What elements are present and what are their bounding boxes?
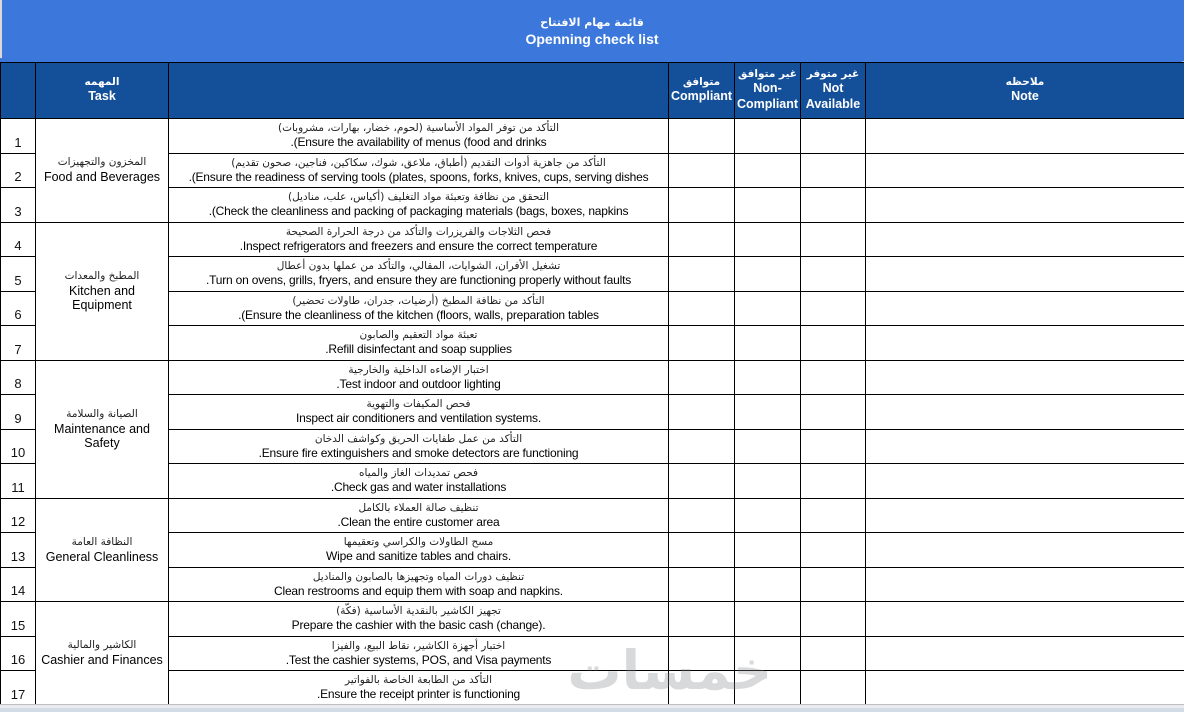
header-description <box>169 63 669 119</box>
row-number: 11 <box>1 464 36 499</box>
header-non-compliant: غير متوافق Non-Compliant <box>735 63 801 119</box>
row-number: 13 <box>1 533 36 568</box>
header-note: ملاحظه Note <box>866 63 1184 119</box>
compliant-cell[interactable] <box>669 602 735 637</box>
note-cell[interactable] <box>866 567 1184 602</box>
task-cell: التأكد من توفر المواد الأساسية (لحوم، خضار، بهارات، مشروبات) .(Ensure the availability of menus (food and drinks <box>169 119 669 154</box>
non-compliant-cell[interactable] <box>735 395 801 430</box>
table-row <box>1 464 1184 499</box>
table-row <box>1 567 1184 602</box>
not-available-cell[interactable] <box>801 429 866 464</box>
category-cell: المخزون والتجهيزات Food and Beverages <box>36 119 169 223</box>
table-row <box>1 188 1184 223</box>
compliant-cell[interactable] <box>669 119 735 154</box>
not-available-cell[interactable] <box>801 533 866 568</box>
note-cell[interactable] <box>866 188 1184 223</box>
table-row <box>1 326 1184 361</box>
task-cell: اختبار الإضاءه الداخلية والخارجية .Test indoor and outdoor lighting <box>169 360 669 395</box>
compliant-cell[interactable] <box>669 257 735 292</box>
row-number: 7 <box>1 326 36 361</box>
note-cell[interactable] <box>866 671 1184 706</box>
row-number: 2 <box>1 153 36 188</box>
row-number: 10 <box>1 429 36 464</box>
row-number: 5 <box>1 257 36 292</box>
compliant-cell[interactable] <box>669 153 735 188</box>
corner-sliver <box>0 0 2 58</box>
note-cell[interactable] <box>866 257 1184 292</box>
compliant-cell[interactable] <box>669 222 735 257</box>
compliant-cell[interactable] <box>669 464 735 499</box>
task-cell: التأكد من الطابعة الخاصة بالفواتير .Ensure the receipt printer is functioning <box>169 671 669 706</box>
table-row <box>1 222 1184 257</box>
category-cell: النظافة العامة General Cleanliness <box>36 498 169 602</box>
note-cell[interactable] <box>866 326 1184 361</box>
note-cell[interactable] <box>866 464 1184 499</box>
khamsat-watermark: خمسات <box>567 639 772 702</box>
non-compliant-cell[interactable] <box>735 567 801 602</box>
compliant-cell[interactable] <box>669 533 735 568</box>
not-available-cell[interactable] <box>801 636 866 671</box>
table-row <box>1 533 1184 568</box>
non-compliant-cell[interactable] <box>735 671 801 706</box>
not-available-cell[interactable] <box>801 567 866 602</box>
table-row <box>1 602 1184 637</box>
non-compliant-cell[interactable] <box>735 326 801 361</box>
not-available-cell[interactable] <box>801 671 866 706</box>
note-cell[interactable] <box>866 533 1184 568</box>
non-compliant-cell[interactable] <box>735 498 801 533</box>
compliant-cell[interactable] <box>669 326 735 361</box>
task-cell: مسح الطاولات والكراسي وتعقيمها Wipe and sanitize tables and chairs. <box>169 533 669 568</box>
compliant-cell[interactable] <box>669 188 735 223</box>
not-available-cell[interactable] <box>801 395 866 430</box>
row-number: 4 <box>1 222 36 257</box>
not-available-cell[interactable] <box>801 291 866 326</box>
table-row <box>1 429 1184 464</box>
row-number: 9 <box>1 395 36 430</box>
compliant-cell[interactable] <box>669 429 735 464</box>
compliant-cell[interactable] <box>669 291 735 326</box>
compliant-cell[interactable] <box>669 395 735 430</box>
task-cell: فحص تمديدات الغاز والمياه .Check gas and water installations <box>169 464 669 499</box>
non-compliant-cell[interactable] <box>735 222 801 257</box>
note-cell[interactable] <box>866 602 1184 637</box>
non-compliant-cell[interactable] <box>735 602 801 637</box>
not-available-cell[interactable] <box>801 602 866 637</box>
note-cell[interactable] <box>866 498 1184 533</box>
header-row <box>1 63 1184 119</box>
task-cell: فحص الثلاجات والفريزرات والتأكد من درجة الحرارة الصحيحة .Inspect refrigerators and freezers and ensure the correct temperature <box>169 222 669 257</box>
header-task: المهمه Task <box>36 63 169 119</box>
non-compliant-cell[interactable] <box>735 464 801 499</box>
non-compliant-cell[interactable] <box>735 291 801 326</box>
note-cell[interactable] <box>866 636 1184 671</box>
non-compliant-cell[interactable] <box>735 429 801 464</box>
compliant-cell[interactable] <box>669 567 735 602</box>
header-not-available: غير متوفر Not Available <box>801 63 866 119</box>
task-cell: فحص المكيفات والتهوية Inspect air conditioners and ventilation systems. <box>169 395 669 430</box>
note-cell[interactable] <box>866 429 1184 464</box>
non-compliant-cell[interactable] <box>735 533 801 568</box>
title-banner <box>0 0 1184 62</box>
non-compliant-cell[interactable] <box>735 360 801 395</box>
checklist-table <box>0 62 1184 706</box>
page-title-arabic: قائمة مهام الافتتاح <box>540 15 644 29</box>
table-row <box>1 395 1184 430</box>
compliant-cell[interactable] <box>669 498 735 533</box>
row-number: 3 <box>1 188 36 223</box>
task-cell: التحقق من نظافة وتعبئة مواد التغليف (أكياس، علب، مناديل) .(Check the cleanliness and packing of packaging materials (bags, boxes, napkins <box>169 188 669 223</box>
compliant-cell[interactable] <box>669 671 735 706</box>
table-row <box>1 360 1184 395</box>
horizontal-scrollbar[interactable] <box>0 704 1184 712</box>
category-cell: الصيانة والسلامة Maintenance and Safety <box>36 360 169 498</box>
note-cell[interactable] <box>866 119 1184 154</box>
not-available-cell[interactable] <box>801 257 866 292</box>
non-compliant-cell[interactable] <box>735 636 801 671</box>
note-cell[interactable] <box>866 291 1184 326</box>
not-available-cell[interactable] <box>801 326 866 361</box>
task-cell: التأكد من نظافة المطبخ (أرضيات، جدران، طاولات تحضير) .(Ensure the cleanliness of the kitchen (floors, walls, preparation tables <box>169 291 669 326</box>
not-available-cell[interactable] <box>801 360 866 395</box>
task-cell: تشغيل الأفران، الشوايات، المقالي، والتأكد من عملها بدون أعطال .Turn on ovens, grills, fryers, and ensure they are functioning properly without faults <box>169 257 669 292</box>
task-cell: التأكد من جاهزية أدوات التقديم (أطباق، ملاعق، شوك، سكاكين، فناجين، صحون تقديم) .(Ensure the readiness of serving tools (plates, spoons, forks, knives, cups, serving dishes <box>169 153 669 188</box>
table-row <box>1 671 1184 706</box>
not-available-cell[interactable] <box>801 498 866 533</box>
compliant-cell[interactable] <box>669 636 735 671</box>
note-cell[interactable] <box>866 153 1184 188</box>
header-compliant: متوافق Compliant <box>669 63 735 119</box>
task-cell: تنظيف صالة العملاء بالكامل .Clean the entire customer area <box>169 498 669 533</box>
table-row <box>1 119 1184 154</box>
note-cell[interactable] <box>866 395 1184 430</box>
compliant-cell[interactable] <box>669 360 735 395</box>
task-cell: تنظيف دورات المياه وتجهيزها بالصابون والمناديل Clean restrooms and equip them with soap and napkins. <box>169 567 669 602</box>
row-number: 1 <box>1 119 36 154</box>
row-number: 15 <box>1 602 36 637</box>
row-number: 14 <box>1 567 36 602</box>
non-compliant-cell[interactable] <box>735 257 801 292</box>
note-cell[interactable] <box>866 360 1184 395</box>
row-number: 17 <box>1 671 36 706</box>
table-row <box>1 153 1184 188</box>
scrollbar-track <box>0 708 1184 712</box>
category-cell: الكاشير والمالية Cashier and Finances <box>36 602 169 706</box>
task-cell: تجهيز الكاشير بالنقدية الأساسية (فكّة) Prepare the cashier with the basic cash (change). <box>169 602 669 637</box>
category-cell: المطبخ والمعدات Kitchen and Equipment <box>36 222 169 360</box>
task-cell: تعبئة مواد التعقيم والصابون .Refill disinfectant and soap supplies <box>169 326 669 361</box>
not-available-cell[interactable] <box>801 153 866 188</box>
row-number: 16 <box>1 636 36 671</box>
not-available-cell[interactable] <box>801 222 866 257</box>
header-row-number <box>1 63 36 119</box>
row-number: 8 <box>1 360 36 395</box>
task-cell: التأكد من عمل طفايات الحريق وكواشف الدخان .Ensure fire extinguishers and smoke detectors are functioning <box>169 429 669 464</box>
non-compliant-cell[interactable] <box>735 153 801 188</box>
non-compliant-cell[interactable] <box>735 119 801 154</box>
not-available-cell[interactable] <box>801 464 866 499</box>
task-cell: اختبار أجهزة الكاشير، نقاط البيع، والفيزا .Test the cashier systems, POS, and Visa payments <box>169 636 669 671</box>
table-row <box>1 291 1184 326</box>
note-cell[interactable] <box>866 222 1184 257</box>
table-row <box>1 636 1184 671</box>
row-number: 12 <box>1 498 36 533</box>
page-title-english: Openning check list <box>525 30 659 47</box>
row-number: 6 <box>1 291 36 326</box>
non-compliant-cell[interactable] <box>735 188 801 223</box>
table-row <box>1 257 1184 292</box>
not-available-cell[interactable] <box>801 119 866 154</box>
not-available-cell[interactable] <box>801 188 866 223</box>
table-row <box>1 498 1184 533</box>
